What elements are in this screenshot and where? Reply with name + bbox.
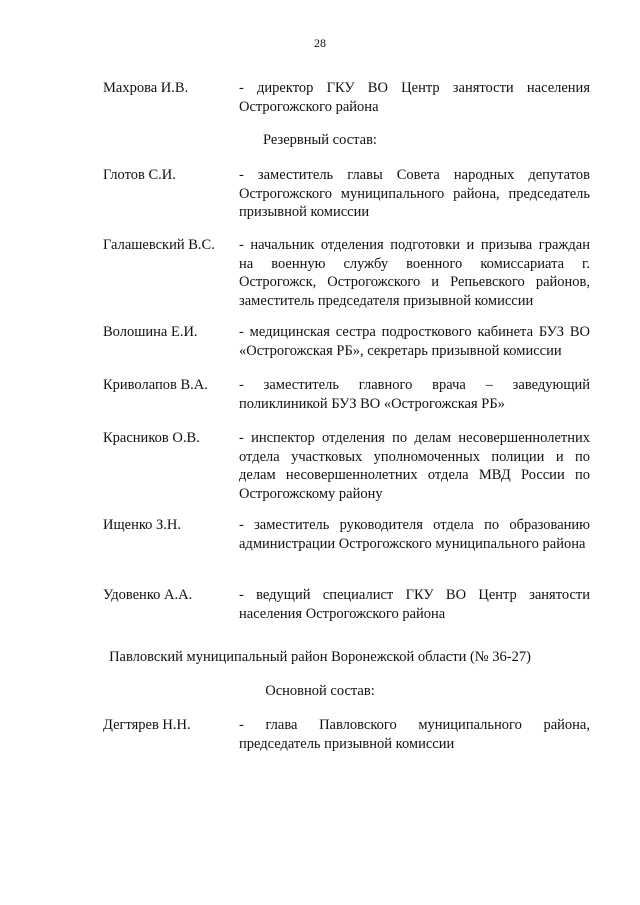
member-position: - заместитель руководителя отдела по образованию администрации Острогожского муниципального района (239, 517, 590, 552)
member-position: - инспектор отделения по делам несовершеннолетних отдела участковых уполномоченных полиции и по делам несовершеннолетних отдела МВД России по Острогожскому району (239, 430, 590, 502)
member-name: Волошина Е.И. (103, 324, 198, 340)
member-name: Ищенко З.Н. (103, 517, 182, 533)
member-name: Махрова И.В. (103, 80, 189, 96)
member-position: - глава Павловского муниципального района, председатель призывной комиссии (239, 717, 590, 752)
page-number: 28 (314, 36, 326, 50)
member-position: - ведущий специалист ГКУ ВО Центр занятости населения Острогожского района (239, 587, 590, 622)
member-position: - заместитель главного врача – заведующий поликлиникой БУЗ ВО «Острогожская РБ» (239, 377, 590, 412)
member-position: - медицинская сестра подросткового кабинета БУЗ ВО «Острогожская РБ», секретарь призывной комиссии (239, 324, 590, 359)
member-position: - заместитель главы Совета народных депутатов Острогожского муниципального района, председатель призывной комиссии (239, 167, 590, 220)
main-composition-heading: Основной состав: (265, 683, 375, 699)
member-name: Галашевский В.С. (103, 237, 215, 253)
member-name: Дегтярев Н.Н. (103, 717, 191, 733)
member-position: - начальник отделения подготовки и призыва граждан на военную службу военного комиссариата г. Острогожск, Острогожского и Репьевского районов, заместитель председателя призывной комиссии (239, 237, 590, 309)
member-position: - директор ГКУ ВО Центр занятости населения Острогожского района (239, 80, 590, 115)
member-name: Красников О.В. (103, 430, 200, 446)
member-name: Глотов С.И. (103, 167, 176, 183)
member-name: Криволапов В.А. (103, 377, 208, 393)
district-heading: Павловский муниципальный район Воронежской области (№ 36-27) (109, 649, 531, 665)
member-name: Удовенко А.А. (103, 587, 193, 603)
reserve-composition-heading: Резервный состав: (263, 132, 377, 148)
